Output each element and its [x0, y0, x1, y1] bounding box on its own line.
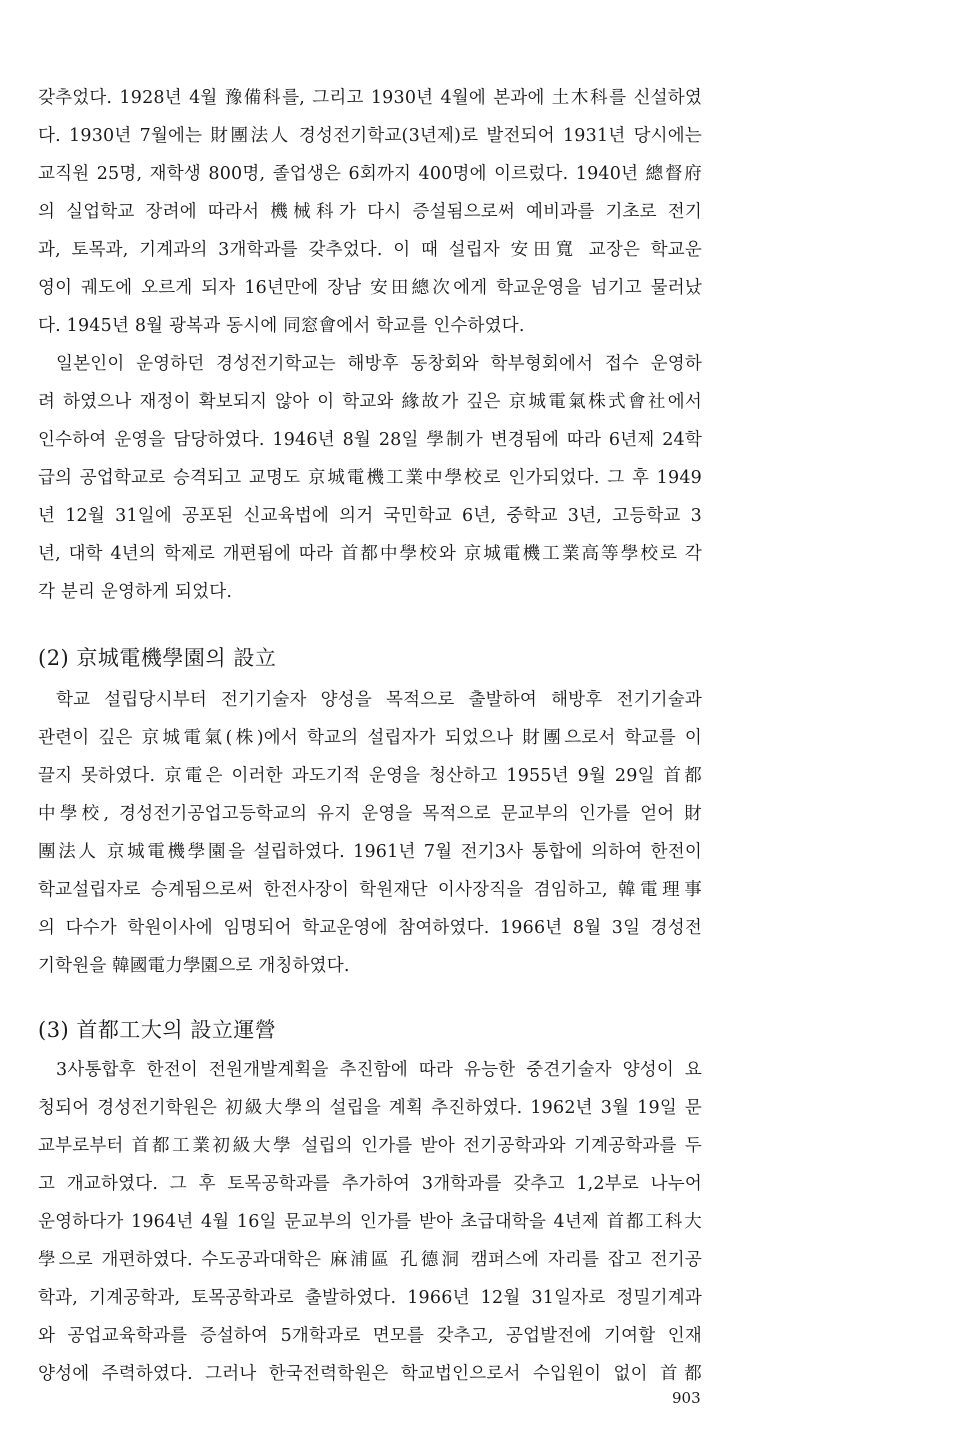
section-3-line-4: 고 개교하였다. 그 후 토목공학과를 추가하여 3개학과를 갖추고 1,2부로 나누어 — [38, 1174, 702, 1194]
section-heading-3: (3) 首都工大의 設立運營 — [38, 1018, 277, 1042]
section-3-line-7: 학과, 기계공학과, 토목공학과로 출발하였다. 1966년 12월 31일자로 정밀기계과 — [38, 1288, 702, 1308]
paragraph-1-line-2: 다. 1930년 7월에는 財團法人 경성전기학교(3년제)로 발전되어 1931년 당시에는 — [38, 126, 702, 146]
section-2-line-4: 中學校, 경성전기공업고등학교의 유지 운영을 목적으로 문교부의 인가를 얻어 財 — [38, 804, 702, 824]
paragraph-1-line-1: 갖추었다. 1928년 4월 豫備科를, 그리고 1930년 4월에 본과에 土木科를 신설하였 — [38, 88, 702, 108]
paragraph-1-line-4: 의 실업학교 장려에 따라서 機械科가 다시 증설됨으로써 예비과를 기초로 전기 — [38, 202, 702, 222]
section-2-line-1: 학교 설립당시부터 전기기술자 양성을 목적으로 출발하여 해방후 전기기술과 — [56, 690, 702, 710]
paragraph-1-line-5: 과, 토목과, 기계과의 3개학과를 갖추었다. 이 때 설립자 安田寬 교장은 학교운 — [38, 240, 702, 260]
section-2-line-8: 기학원을 韓國電力學園으로 개칭하였다. — [38, 956, 350, 976]
paragraph-1-line-3: 교직원 25명, 재학생 800명, 졸업생은 6회까지 400명에 이르렀다. 1940년 總督府 — [38, 164, 702, 184]
section-2-line-7: 의 다수가 학원이사에 임명되어 학교운영에 참여하였다. 1966년 8월 3일 경성전 — [38, 918, 702, 938]
section-2-line-5: 團法人 京城電機學園을 설립하였다. 1961년 7월 전기3사 통합에 의하여 한전이 — [38, 842, 702, 862]
section-2-line-3: 끌지 못하였다. 京電은 이러한 과도기적 운영을 청산하고 1955년 9월 29일 首都 — [38, 766, 702, 786]
section-3-line-9: 양성에 주력하였다. 그러나 한국전력학원은 학교법인으로서 수입원이 없이 首都 — [38, 1364, 702, 1384]
section-3-line-2: 청되어 경성전기학원은 初級大學의 설립을 계획 추진하였다. 1962년 3월 19일 문 — [38, 1098, 702, 1118]
paragraph-2-line-2: 려 하였으나 재정이 확보되지 않아 이 학교와 緣故가 깊은 京城電氣株式會社에서 — [38, 392, 702, 412]
paragraph-2-line-7: 각 분리 운영하게 되었다. — [38, 582, 233, 602]
section-3-line-1: 3사통합후 한전이 전원개발계획을 추진함에 따라 유능한 중견기술자 양성이 요 — [56, 1060, 702, 1080]
paragraph-2-line-3: 인수하여 운영을 담당하였다. 1946년 8월 28일 學制가 변경됨에 따라 6년제 24학 — [38, 430, 702, 450]
paragraph-2-line-1: 일본인이 운영하던 경성전기학교는 해방후 동창회와 학부형회에서 접수 운영하 — [56, 354, 702, 374]
section-3-line-5: 운영하다가 1964년 4월 16일 문교부의 인가를 받아 초급대학을 4년제 首都工科大 — [38, 1212, 702, 1232]
section-3-line-6: 學으로 개편하였다. 수도공과대학은 麻浦區 孔德洞 캠퍼스에 자리를 잡고 전기공 — [38, 1250, 702, 1270]
paragraph-2-line-6: 년, 대학 4년의 학제로 개편됨에 따라 首都中學校와 京城電機工業高等學校로 각 — [38, 544, 702, 564]
section-2-line-2: 관련이 깊은 京城電氣(株)에서 학교의 설립자가 되었으나 財團으로서 학교를 이 — [38, 728, 702, 748]
section-2-line-6: 학교설립자로 승계됨으로써 한전사장이 학원재단 이사장직을 겸임하고, 韓電理事 — [38, 880, 702, 900]
paragraph-1-line-6: 영이 궤도에 오르게 되자 16년만에 장남 安田總次에게 학교운영을 넘기고 물러났 — [38, 278, 702, 298]
page-number: 903 — [672, 1389, 701, 1407]
paragraph-2-line-5: 년 12월 31일에 공포된 신교육법에 의거 국민학교 6년, 중학교 3년, 고등학교 3 — [38, 506, 702, 526]
section-3-line-8: 와 공업교육학과를 증설하여 5개학과로 면모를 갖추고, 공업발전에 기여할 인재 — [38, 1326, 702, 1346]
section-3-line-3: 교부로부터 首都工業初級大學 설립의 인가를 받아 전기공학과와 기계공학과를 두 — [38, 1136, 702, 1156]
paragraph-1-line-7: 다. 1945년 8월 광복과 동시에 同窓會에서 학교를 인수하였다. — [38, 316, 525, 336]
section-heading-2: (2) 京城電機學園의 設立 — [38, 646, 277, 670]
paragraph-2-line-4: 급의 공업학교로 승격되고 교명도 京城電機工業中學校로 인가되었다. 그 후 1949 — [38, 468, 702, 488]
